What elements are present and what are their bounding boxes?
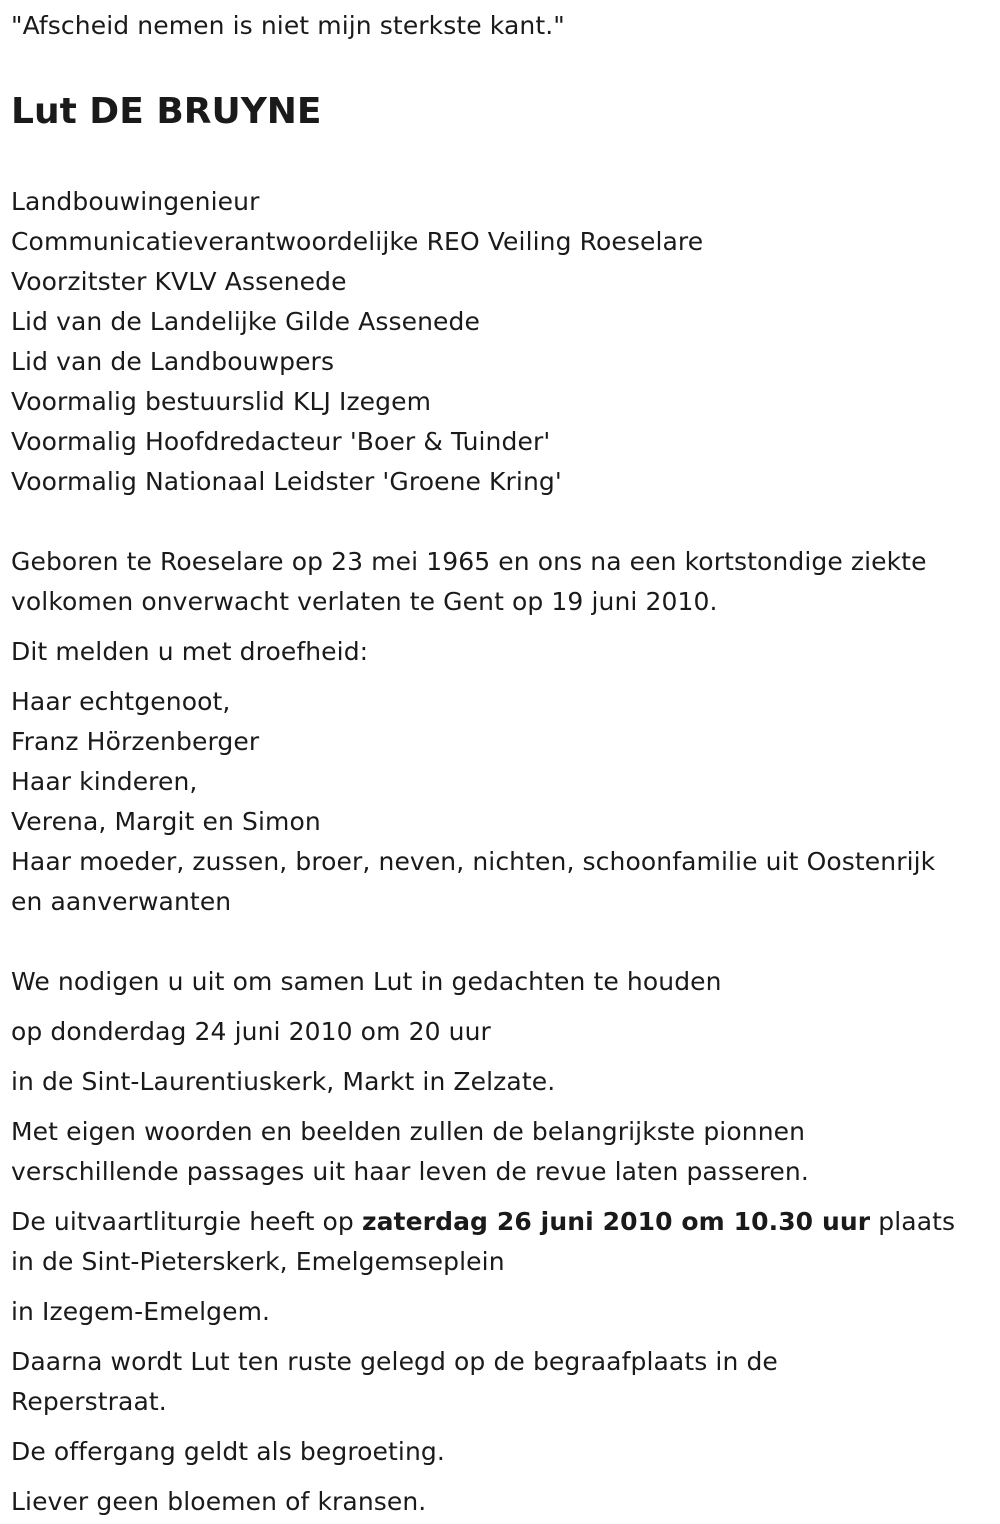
family-line: Franz Hörzenberger	[11, 727, 260, 756]
speech-line: verschillende passages uit haar leven de revue laten passeren.	[11, 1157, 809, 1186]
title-item: Voorzitster KVLV Assenede	[11, 267, 347, 296]
title-item: Voormalig Nationaal Leidster 'Groene Kring'	[11, 467, 562, 496]
birth-paragraph	[11, 542, 991, 622]
obituary-document	[11, 0, 991, 1522]
title-item: Lid van de Landelijke Gilde Assenede	[11, 307, 480, 336]
opening-quote: "Afscheid nemen is niet mijn sterkste kant."	[11, 11, 565, 40]
burial-line: Daarna wordt Lut ten ruste gelegd op de begraafplaats in de	[11, 1347, 778, 1376]
speech-paragraph	[11, 1112, 991, 1192]
funeral-suffix: plaats	[870, 1207, 956, 1236]
funeral-line	[11, 1202, 991, 1242]
offering-note: De offergang geldt als begroeting.	[11, 1437, 445, 1466]
funeral-place: in Izegem-Emelgem.	[11, 1297, 271, 1326]
title-item: Communicatieverantwoordelijke REO Veiling Roeselare	[11, 227, 704, 256]
title-item: Landbouwingenieur	[11, 187, 260, 216]
title-item: Voormalig Hoofdredacteur 'Boer & Tuinder'	[11, 427, 551, 456]
funeral-church: in de Sint-Pieterskerk, Emelgemseplein	[11, 1247, 505, 1276]
family-line: Haar kinderen,	[11, 767, 198, 796]
deceased-name: Lut DE BRUYNE	[11, 91, 322, 132]
title-item: Lid van de Landbouwpers	[11, 347, 335, 376]
birth-line: Geboren te Roeselare op 23 mei 1965 en ons na een kortstondige ziekte	[11, 547, 927, 576]
family-list	[11, 682, 991, 922]
invitation: We nodigen u uit om samen Lut in gedachten te houden	[11, 967, 722, 996]
family-line: Verena, Margit en Simon	[11, 807, 321, 836]
flowers-note: Liever geen bloemen of kransen.	[11, 1487, 427, 1516]
family-line: en aanverwanten	[11, 887, 232, 916]
burial-paragraph	[11, 1342, 991, 1422]
funeral-paragraph	[11, 1202, 991, 1282]
funeral-prefix: De uitvaartliturgie heeft op	[11, 1207, 362, 1236]
family-line: Haar echtgenoot,	[11, 687, 231, 716]
speech-line: Met eigen woorden en beelden zullen de belangrijkste pionnen	[11, 1117, 806, 1146]
titles-list	[11, 182, 991, 502]
burial-line: Reperstraat.	[11, 1387, 167, 1416]
funeral-date: zaterdag 26 juni 2010 om 10.30 uur	[361, 1207, 871, 1236]
birth-line: volkomen onverwacht verlaten te Gent op 19 juni 2010.	[11, 587, 718, 616]
wake-date: op donderdag 24 juni 2010 om 20 uur	[11, 1017, 491, 1046]
title-item: Voormalig bestuurslid KLJ Izegem	[11, 387, 432, 416]
announcement: Dit melden u met droefheid:	[11, 637, 369, 666]
wake-place: in de Sint-Laurentiuskerk, Markt in Zelzate.	[11, 1067, 556, 1096]
family-line: Haar moeder, zussen, broer, neven, nichten, schoonfamilie uit Oostenrijk	[11, 847, 936, 876]
